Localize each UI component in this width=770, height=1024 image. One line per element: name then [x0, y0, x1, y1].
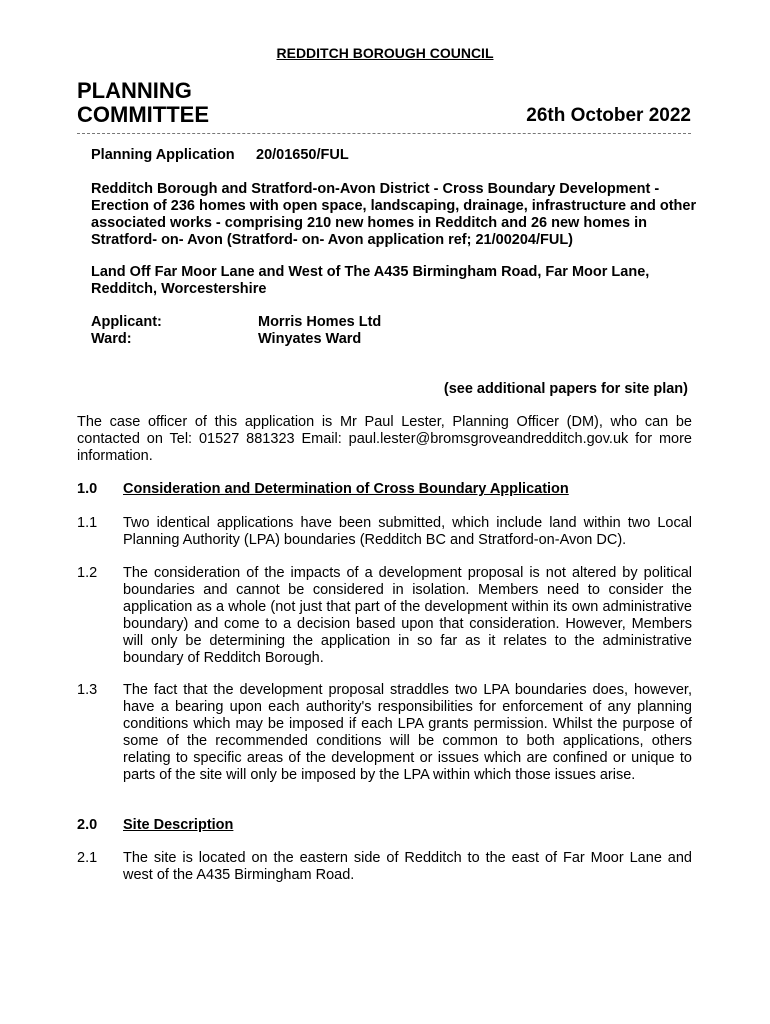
additional-papers-note: (see additional papers for site plan)	[443, 381, 688, 397]
application-description: Redditch Borough and Stratford-on-Avon District - Cross Boundary Development - Erection of 236 homes with open space, landscaping, drainage, infrastructure and other associated works - comprising 210 new homes in Redditch and 26 new homes in Stratford- on- Avon (Stratford- on- Avon application ref; 21/00204/FUL)	[91, 181, 697, 248]
section-heading	[77, 817, 692, 834]
paragraph-number: 2.1	[77, 850, 98, 866]
paragraph-number: 1.2	[77, 565, 98, 581]
section-number: 1.0	[77, 481, 98, 497]
section-heading	[77, 481, 692, 498]
numbered-paragraph	[77, 515, 692, 549]
application-reference	[91, 147, 697, 164]
site-location: Land Off Far Moor Lane and West of The A435 Birmingham Road, Far Moor Lane, Redditch, Worcestershire	[91, 264, 650, 297]
applicant-value: Morris Homes Ltd	[258, 314, 382, 330]
ward-value: Winyates Ward	[258, 331, 362, 347]
ward-label: Ward:	[91, 331, 132, 347]
paragraph-text: Two identical applications have been submitted, which include land within two Local Planning Authority (LPA) boundaries (Redditch BC and Stratford-on-Avon DC).	[123, 515, 692, 548]
paragraph-text: The consideration of the impacts of a development proposal is not altered by political boundaries and cannot be considered in isolation. Members need to consider the application as a whole (not just that part of the development within its own administrative boundary) and come to a decision based upon that consideration. However, Members will only be determining the application in so far as it relates to the administrative boundary of Redditch Borough.	[123, 565, 692, 666]
applicant-label: Applicant:	[91, 314, 162, 330]
paragraph-number: 1.1	[77, 515, 98, 531]
application-label: Planning Application	[91, 147, 235, 163]
section-number: 2.0	[77, 817, 98, 833]
numbered-paragraph	[77, 850, 692, 884]
page-title	[77, 79, 209, 127]
numbered-paragraph	[77, 682, 692, 784]
meeting-date: 26th October 2022	[526, 105, 691, 126]
section-title: Site Description	[123, 817, 234, 833]
paragraph-number: 1.3	[77, 682, 98, 698]
ward-row	[91, 331, 697, 348]
applicant-row	[91, 314, 697, 331]
title-divider	[77, 133, 691, 134]
case-officer-paragraph: The case officer of this application is Mr Paul Lester, Planning Officer (DM), who can be contacted on Tel: 01527 881323 Email: paul.lester@bromsgroveandredditch.gov.uk for more information.	[77, 414, 692, 464]
page-title-line-1: PLANNING	[77, 78, 192, 103]
section-title: Consideration and Determination of Cross Boundary Application	[123, 481, 569, 497]
paragraph-text: The site is located on the eastern side of Redditch to the east of Far Moor Lane and west of the A435 Birmingham Road.	[123, 850, 692, 883]
paragraph-text: The fact that the development proposal straddles two LPA boundaries does, however, have a bearing upon each authority's responsibilities for enforcement of any planning conditions which may be imposed if each LPA grants permission. Whilst the purpose of some of the recommended conditions will be common to both applications, others relating to specific areas of the development or issues which are confined or unique to parts of the site will only be imposed by the LPA within which those issues arise.	[123, 682, 692, 783]
application-ref: 20/01650/FUL	[256, 147, 349, 163]
council-name: REDDITCH BOROUGH COUNCIL	[276, 45, 494, 61]
numbered-paragraph	[77, 565, 692, 667]
applicant-details	[91, 314, 697, 348]
page-title-line-2: COMMITTEE	[77, 102, 209, 127]
